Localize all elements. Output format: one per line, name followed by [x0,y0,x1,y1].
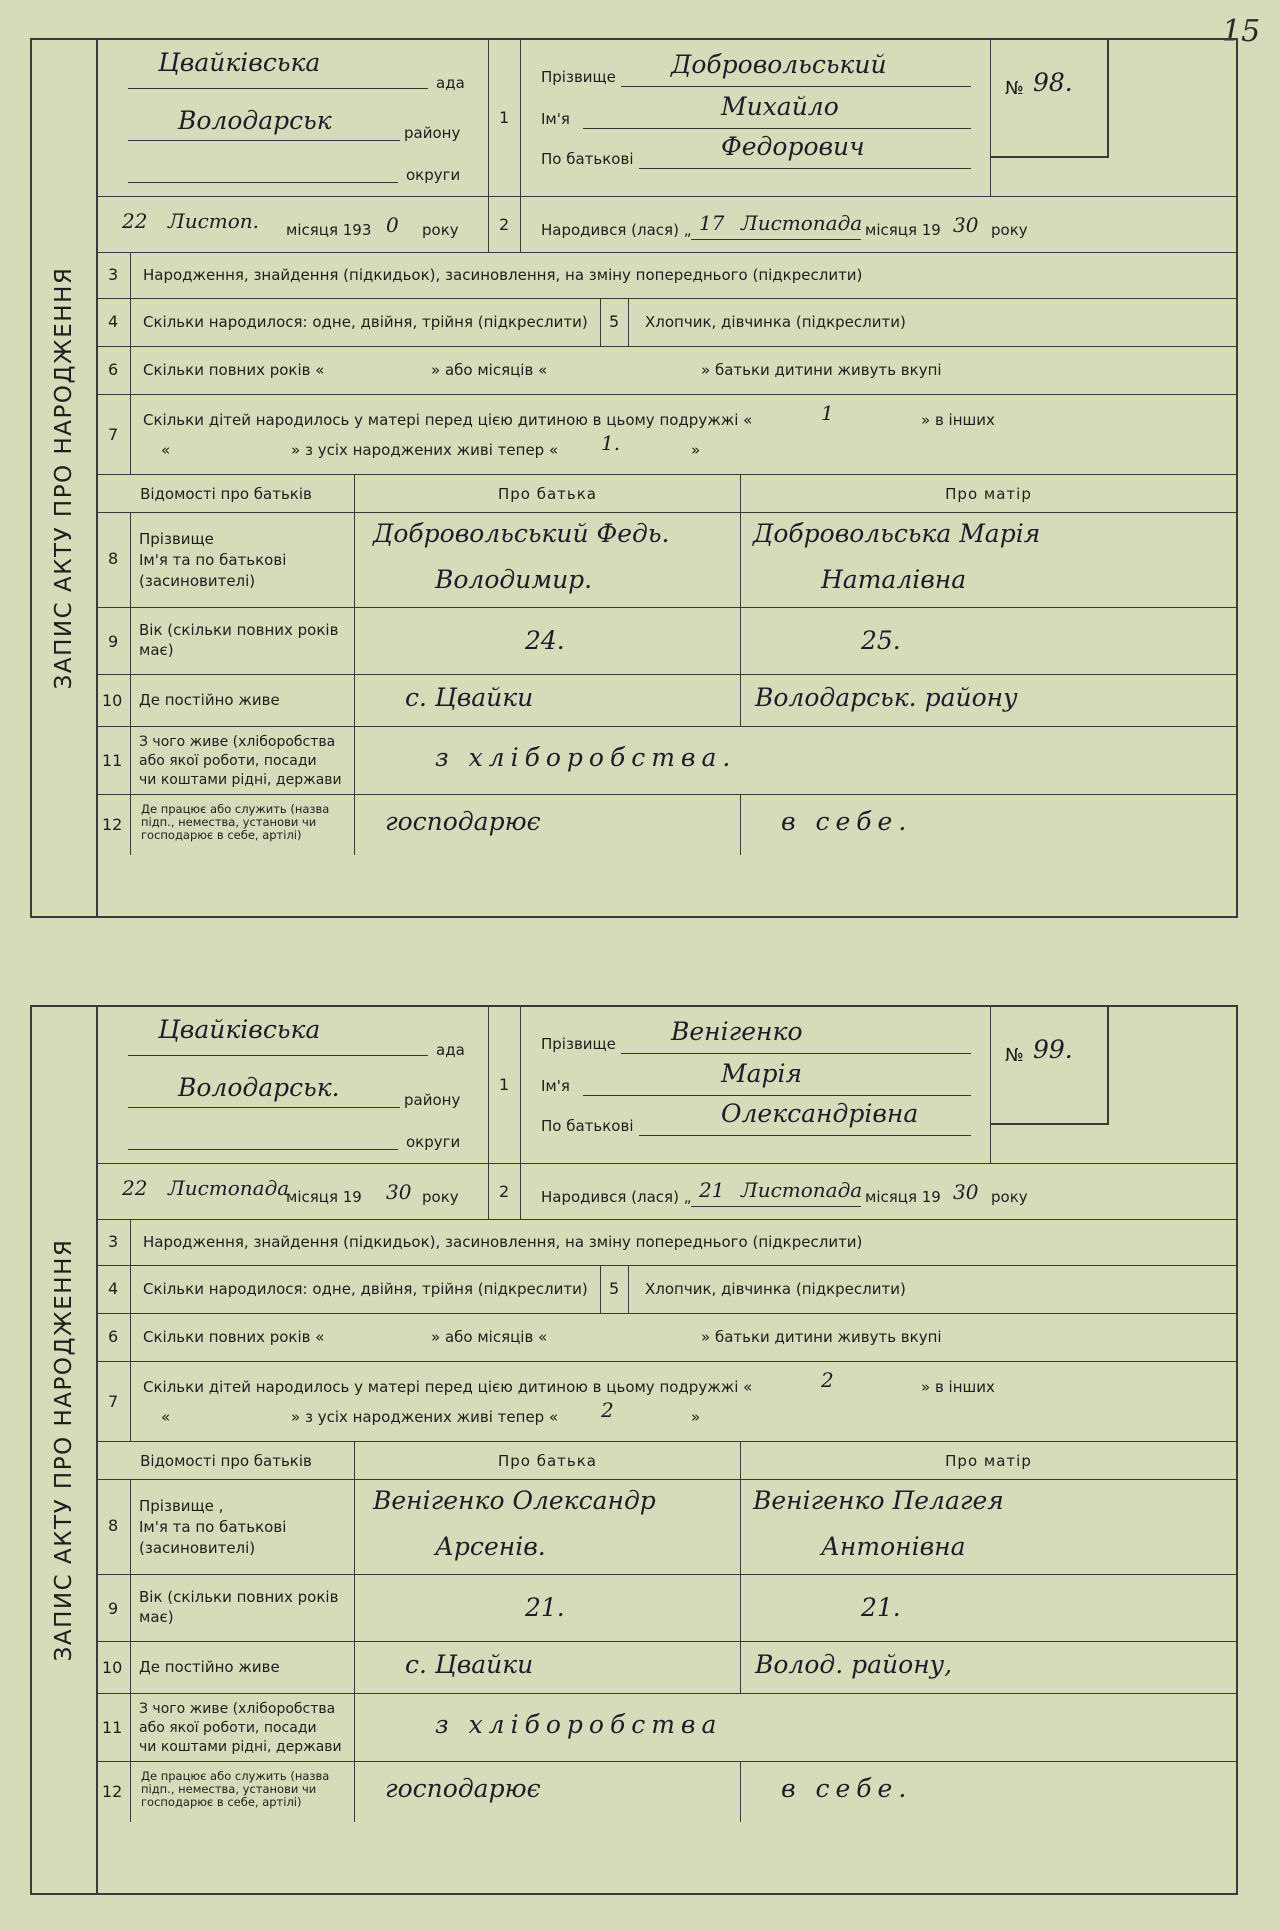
row12-label-cell [130,1762,354,1822]
hdr-mother: Про матір [945,1452,1032,1470]
rayon-label: району [404,124,461,142]
row7-value-1: 2 [821,1368,834,1392]
row3-number: 3 [108,265,119,284]
record-number-label: № [1005,1045,1024,1066]
patronymic-value: Федорович [721,132,865,161]
row4-text: Скільки народилося: одне, двійня, трійня (підкреслити) [143,313,588,331]
row-4-5 [98,1266,1236,1314]
row7-text-d: » з усіх народжених живі тепер « [291,1408,559,1426]
row5-number: 5 [609,312,620,331]
okruha-label: округи [406,1133,461,1151]
reg-year: 30 [386,1180,412,1204]
row3-number-cell [98,1220,130,1265]
row12-number-cell [98,795,130,855]
row11-label: З чого живе (хліборобства або якої роботи, посади чи коштами рідні, держави [139,734,342,788]
hdr-parents: Відомості про батьків [140,1452,312,1470]
okruha-line [128,182,398,183]
hdr-parents-cell [98,1442,354,1479]
born-year: 30 [953,1180,979,1204]
rada-block [98,1007,488,1163]
row12-label-cell [130,795,354,855]
row10-label-cell [130,675,354,726]
hdr-father-cell [354,1442,740,1479]
mother-age: 21. [861,1593,901,1622]
record-number-value: 98. [1033,68,1073,97]
rada-line [128,1055,428,1056]
row8-label-cell [130,1480,354,1574]
row3-text: Народження, знайдення (підкидьок), засиновлення, на зміну попереднього (підкреслити) [143,266,863,284]
row9-label-cell [130,1575,354,1641]
surname-value: Венігенко [671,1017,803,1046]
father-place: с. Цвайки [405,683,534,712]
surname-line [621,1053,971,1054]
record-side-title: ЗАПИС АКТУ ПРО НАРОДЖЕННЯ [32,40,98,916]
row11-number: 11 [102,1718,123,1737]
hdr-father-cell [354,475,740,512]
record-grid [98,1007,1236,1893]
born-month-label: місяця 19 [865,221,941,239]
registration-date-cell [98,197,488,252]
father-place-cell [354,675,740,726]
father-name-1: Венігенко Олександр [373,1486,656,1515]
row-10 [98,675,1236,727]
born-label: Народився (лася) „ [541,1188,692,1206]
surname-label: Прізвище [541,68,616,86]
row-9 [98,608,1236,675]
hdr-mother: Про матір [945,485,1032,503]
row8-label: Прізвище Ім'я та по батькові (засиновителі) [139,530,287,590]
row7-text-c: « [161,441,171,459]
row4-text-cell [130,1266,600,1313]
row5-text-cell [628,1266,1236,1313]
record-number-label: № [1005,78,1024,99]
row12-number: 12 [102,815,123,834]
row2-number-cell [488,197,520,252]
father-place-cell [354,1642,740,1693]
header-row [98,1007,1236,1164]
row7-text-c: « [161,1408,171,1426]
mother-name-cell [740,1480,1236,1574]
born-month-label: місяця 19 [865,1188,941,1206]
row-7 [98,395,1236,475]
row7-text-b: » в інших [921,1378,995,1396]
reg-month-label: місяця 19 [286,1188,362,1206]
mother-work-cell [740,1762,1236,1822]
born-day: 21 [699,1178,725,1202]
row9-number: 9 [108,1599,119,1618]
born-year: 30 [953,213,979,237]
row3-text: Народження, знайдення (підкидьок), засиновлення, на зміну попереднього (підкреслити) [143,1233,863,1251]
row6-text-a: Скільки повних років « [143,361,325,379]
surname-value: Добровольський [671,50,887,79]
rayon-value: Володарськ. [178,1073,340,1102]
row7-number: 7 [108,425,119,444]
patronymic-label: По батькові [541,1117,634,1135]
row6-text-cell [130,1314,1236,1361]
patronymic-value: Олександрівна [721,1099,919,1128]
born-month: Листопада [741,1178,863,1202]
father-age-cell [354,608,740,674]
row-9 [98,1575,1236,1642]
row2-number: 2 [499,215,510,234]
row6-text-cell [130,347,1236,394]
livelihood-cell [354,1694,1236,1761]
row9-number-cell [98,1575,130,1641]
row10-label: Де постійно живе [139,1658,280,1676]
row3-number: 3 [108,1232,119,1251]
hdr-father: Про батька [497,1452,598,1470]
record-number-box [991,1007,1109,1125]
row7-value-2: 1. [601,431,621,455]
livelihood-cell [354,727,1236,794]
row-11 [98,727,1236,795]
record-number-box [991,40,1109,158]
record-number-value: 99. [1033,1035,1073,1064]
row-10 [98,1642,1236,1694]
father-work-cell [354,1762,740,1822]
row6-text-a: Скільки повних років « [143,1328,325,1346]
row7-number: 7 [108,1392,119,1411]
row7-text-cell [130,395,1236,474]
row6-number: 6 [108,360,119,379]
row9-number: 9 [108,632,119,651]
rada-value: Цвайківська [158,48,321,77]
birth-date-cell [520,197,1236,252]
reg-year-label: року [422,1188,459,1206]
father-name-cell [354,1480,740,1574]
rada-label: ада [436,74,465,92]
row11-number-cell [98,727,130,794]
row7-text-a: Скільки дітей народилось у матері перед цією дитиною в цьому подружжі « [143,411,753,429]
record-number-cell [990,1007,1236,1163]
row10-number: 10 [102,691,123,710]
surname-label: Прізвище [541,1035,616,1053]
row7-text-cell [130,1362,1236,1441]
mother-name-2: Наталівна [821,565,967,594]
row5-number-cell [600,299,628,346]
hdr-parents: Відомості про батьків [140,485,312,503]
row3-text-cell [130,1220,1236,1265]
mother-name-1: Венігенко Пелагея [753,1486,1004,1515]
row1-number: 1 [499,1075,510,1094]
row6-number-cell [98,347,130,394]
mother-place: Володарськ. району [755,683,1018,712]
registration-date-cell [98,1164,488,1219]
row7-text-e: » [691,441,701,459]
patronymic-line [639,1135,971,1136]
born-line [691,239,861,240]
mother-age-cell [740,608,1236,674]
row-6 [98,1314,1236,1362]
row9-number-cell [98,608,130,674]
reg-month: Листопада [168,1176,290,1200]
row6-number-cell [98,1314,130,1361]
surname-line [621,86,971,87]
row1-number-cell [488,1007,520,1163]
okruha-label: округи [406,166,461,184]
row4-number: 4 [108,1279,119,1298]
name-line [583,1095,971,1096]
father-name-2: Арсенів. [435,1532,546,1561]
row-12 [98,1762,1236,1822]
born-year-label: року [991,221,1028,239]
row12-number-cell [98,1762,130,1822]
mother-work: в себе. [781,1774,913,1803]
row7-value-2: 2 [601,1398,614,1422]
name-line [583,128,971,129]
row-3 [98,253,1236,299]
child-name-block [520,1007,990,1163]
row9-label: Вік (скільки повних років має) [139,1588,339,1626]
row9-label-cell [130,608,354,674]
row-8 [98,1480,1236,1575]
page-number: 15 [1222,14,1261,49]
row10-label: Де постійно живе [139,691,280,709]
row-7 [98,1362,1236,1442]
livelihood-value: з хліборобства. [435,743,737,772]
row6-number: 6 [108,1327,119,1346]
date-row [98,1164,1236,1220]
mother-place-cell [740,675,1236,726]
row3-number-cell [98,253,130,298]
born-line [691,1206,861,1207]
father-work: господарює [385,1774,541,1803]
row5-number: 5 [609,1279,620,1298]
father-name-2: Володимир. [435,565,593,594]
father-name-cell [354,513,740,607]
row5-text: Хлопчик, дівчинка (підкреслити) [645,1280,906,1298]
record-side-title: ЗАПИС АКТУ ПРО НАРОДЖЕННЯ [32,1007,98,1893]
mother-work: в себе. [781,807,913,836]
birth-record-99 [30,1005,1238,1895]
row12-label: Де працює або служить (назва підп., немества, установи чи господарює в себе, артілі) [141,1769,330,1809]
mother-name-cell [740,513,1236,607]
row8-number: 8 [108,549,119,568]
row8-number: 8 [108,1516,119,1535]
hdr-mother-cell [740,1442,1236,1479]
reg-year-label: року [422,221,459,239]
row10-number-cell [98,1642,130,1693]
mother-place: Волод. району, [755,1650,953,1679]
row1-number-cell [488,40,520,196]
name-label: Ім'я [541,110,570,128]
row12-number: 12 [102,1782,123,1801]
born-day: 17 [699,211,725,235]
row10-number: 10 [102,1658,123,1677]
livelihood-value: з хліборобства [435,1710,723,1739]
date-row [98,197,1236,253]
father-work: господарює [385,807,541,836]
father-place: с. Цвайки [405,1650,534,1679]
row6-text-b: » або місяців « [431,361,548,379]
parents-header-row [98,1442,1236,1480]
row-6 [98,347,1236,395]
row-8 [98,513,1236,608]
row8-number-cell [98,513,130,607]
row2-number-cell [488,1164,520,1219]
row8-label: Прізвище , Ім'я та по батькові (засиновителі) [139,1497,287,1557]
row8-number-cell [98,1480,130,1574]
patronymic-label: По батькові [541,150,634,168]
row12-label: Де працює або служить (назва підп., немества, установи чи господарює в себе, артілі) [141,802,330,842]
mother-name-2: Антонівна [821,1532,966,1561]
rada-value: Цвайківська [158,1015,321,1044]
row4-number-cell [98,299,130,346]
rada-block [98,40,488,196]
reg-day: 22 [122,1176,148,1200]
reg-year: 0 [386,213,399,237]
row6-text-c: » батьки дитини живуть вкупі [701,1328,942,1346]
rayon-line [128,140,400,141]
row11-label: З чого живе (хліборобства або якої роботи, посади чи коштами рідні, держави [139,1701,342,1755]
birth-date-cell [520,1164,1236,1219]
mother-place-cell [740,1642,1236,1693]
header-row [98,40,1236,197]
reg-day: 22 [122,209,148,233]
row6-text-c: » батьки дитини живуть вкупі [701,361,942,379]
row4-number: 4 [108,312,119,331]
born-year-label: року [991,1188,1028,1206]
rada-line [128,88,428,89]
row4-text-cell [130,299,600,346]
row3-text-cell [130,253,1236,298]
mother-name-1: Добровольська Марія [753,519,1041,548]
row7-number-cell [98,1362,130,1441]
hdr-parents-cell [98,475,354,512]
row6-text-b: » або місяців « [431,1328,548,1346]
row4-text: Скільки народилося: одне, двійня, трійня (підкреслити) [143,1280,588,1298]
row7-text-b: » в інших [921,411,995,429]
row-12 [98,795,1236,855]
born-label: Народився (лася) „ [541,221,692,239]
row7-number-cell [98,395,130,474]
reg-month-label: місяця 193 [286,221,372,239]
row8-label-cell [130,513,354,607]
record-grid [98,40,1236,916]
rayon-line [128,1107,400,1108]
row7-text-a: Скільки дітей народилось у матері перед цією дитиною в цьому подружжі « [143,1378,753,1396]
child-name-block [520,40,990,196]
row-4-5 [98,299,1236,347]
row10-label-cell [130,1642,354,1693]
row7-text-e: » [691,1408,701,1426]
name-value: Михайло [721,92,839,121]
rada-label: ада [436,1041,465,1059]
name-label: Ім'я [541,1077,570,1095]
father-work-cell [354,795,740,855]
row5-number-cell [600,1266,628,1313]
row9-label: Вік (скільки повних років має) [139,621,339,659]
row1-number: 1 [499,108,510,127]
hdr-mother-cell [740,475,1236,512]
hdr-father: Про батька [497,485,598,503]
parents-header-row [98,475,1236,513]
row-3 [98,1220,1236,1266]
rayon-value: Володарськ [178,106,332,135]
row11-number-cell [98,1694,130,1761]
father-name-1: Добровольський Федь. [373,519,670,548]
okruha-line [128,1149,398,1150]
row11-number: 11 [102,751,123,770]
row7-value-1: 1 [821,401,834,425]
father-age: 24. [525,626,565,655]
row5-text-cell [628,299,1236,346]
father-age-cell [354,1575,740,1641]
row11-label-cell [130,727,354,794]
row5-text: Хлопчик, дівчинка (підкреслити) [645,313,906,331]
birth-record-98 [30,38,1238,918]
row-11 [98,1694,1236,1762]
mother-age: 25. [861,626,901,655]
row11-label-cell [130,1694,354,1761]
record-number-cell [990,40,1236,196]
name-value: Марія [721,1059,803,1088]
row4-number-cell [98,1266,130,1313]
rayon-label: району [404,1091,461,1109]
row10-number-cell [98,675,130,726]
reg-month: Листоп. [168,209,260,233]
mother-work-cell [740,795,1236,855]
father-age: 21. [525,1593,565,1622]
row7-text-d: » з усіх народжених живі тепер « [291,441,559,459]
row2-number: 2 [499,1182,510,1201]
born-month: Листопада [741,211,863,235]
patronymic-line [639,168,971,169]
mother-age-cell [740,1575,1236,1641]
